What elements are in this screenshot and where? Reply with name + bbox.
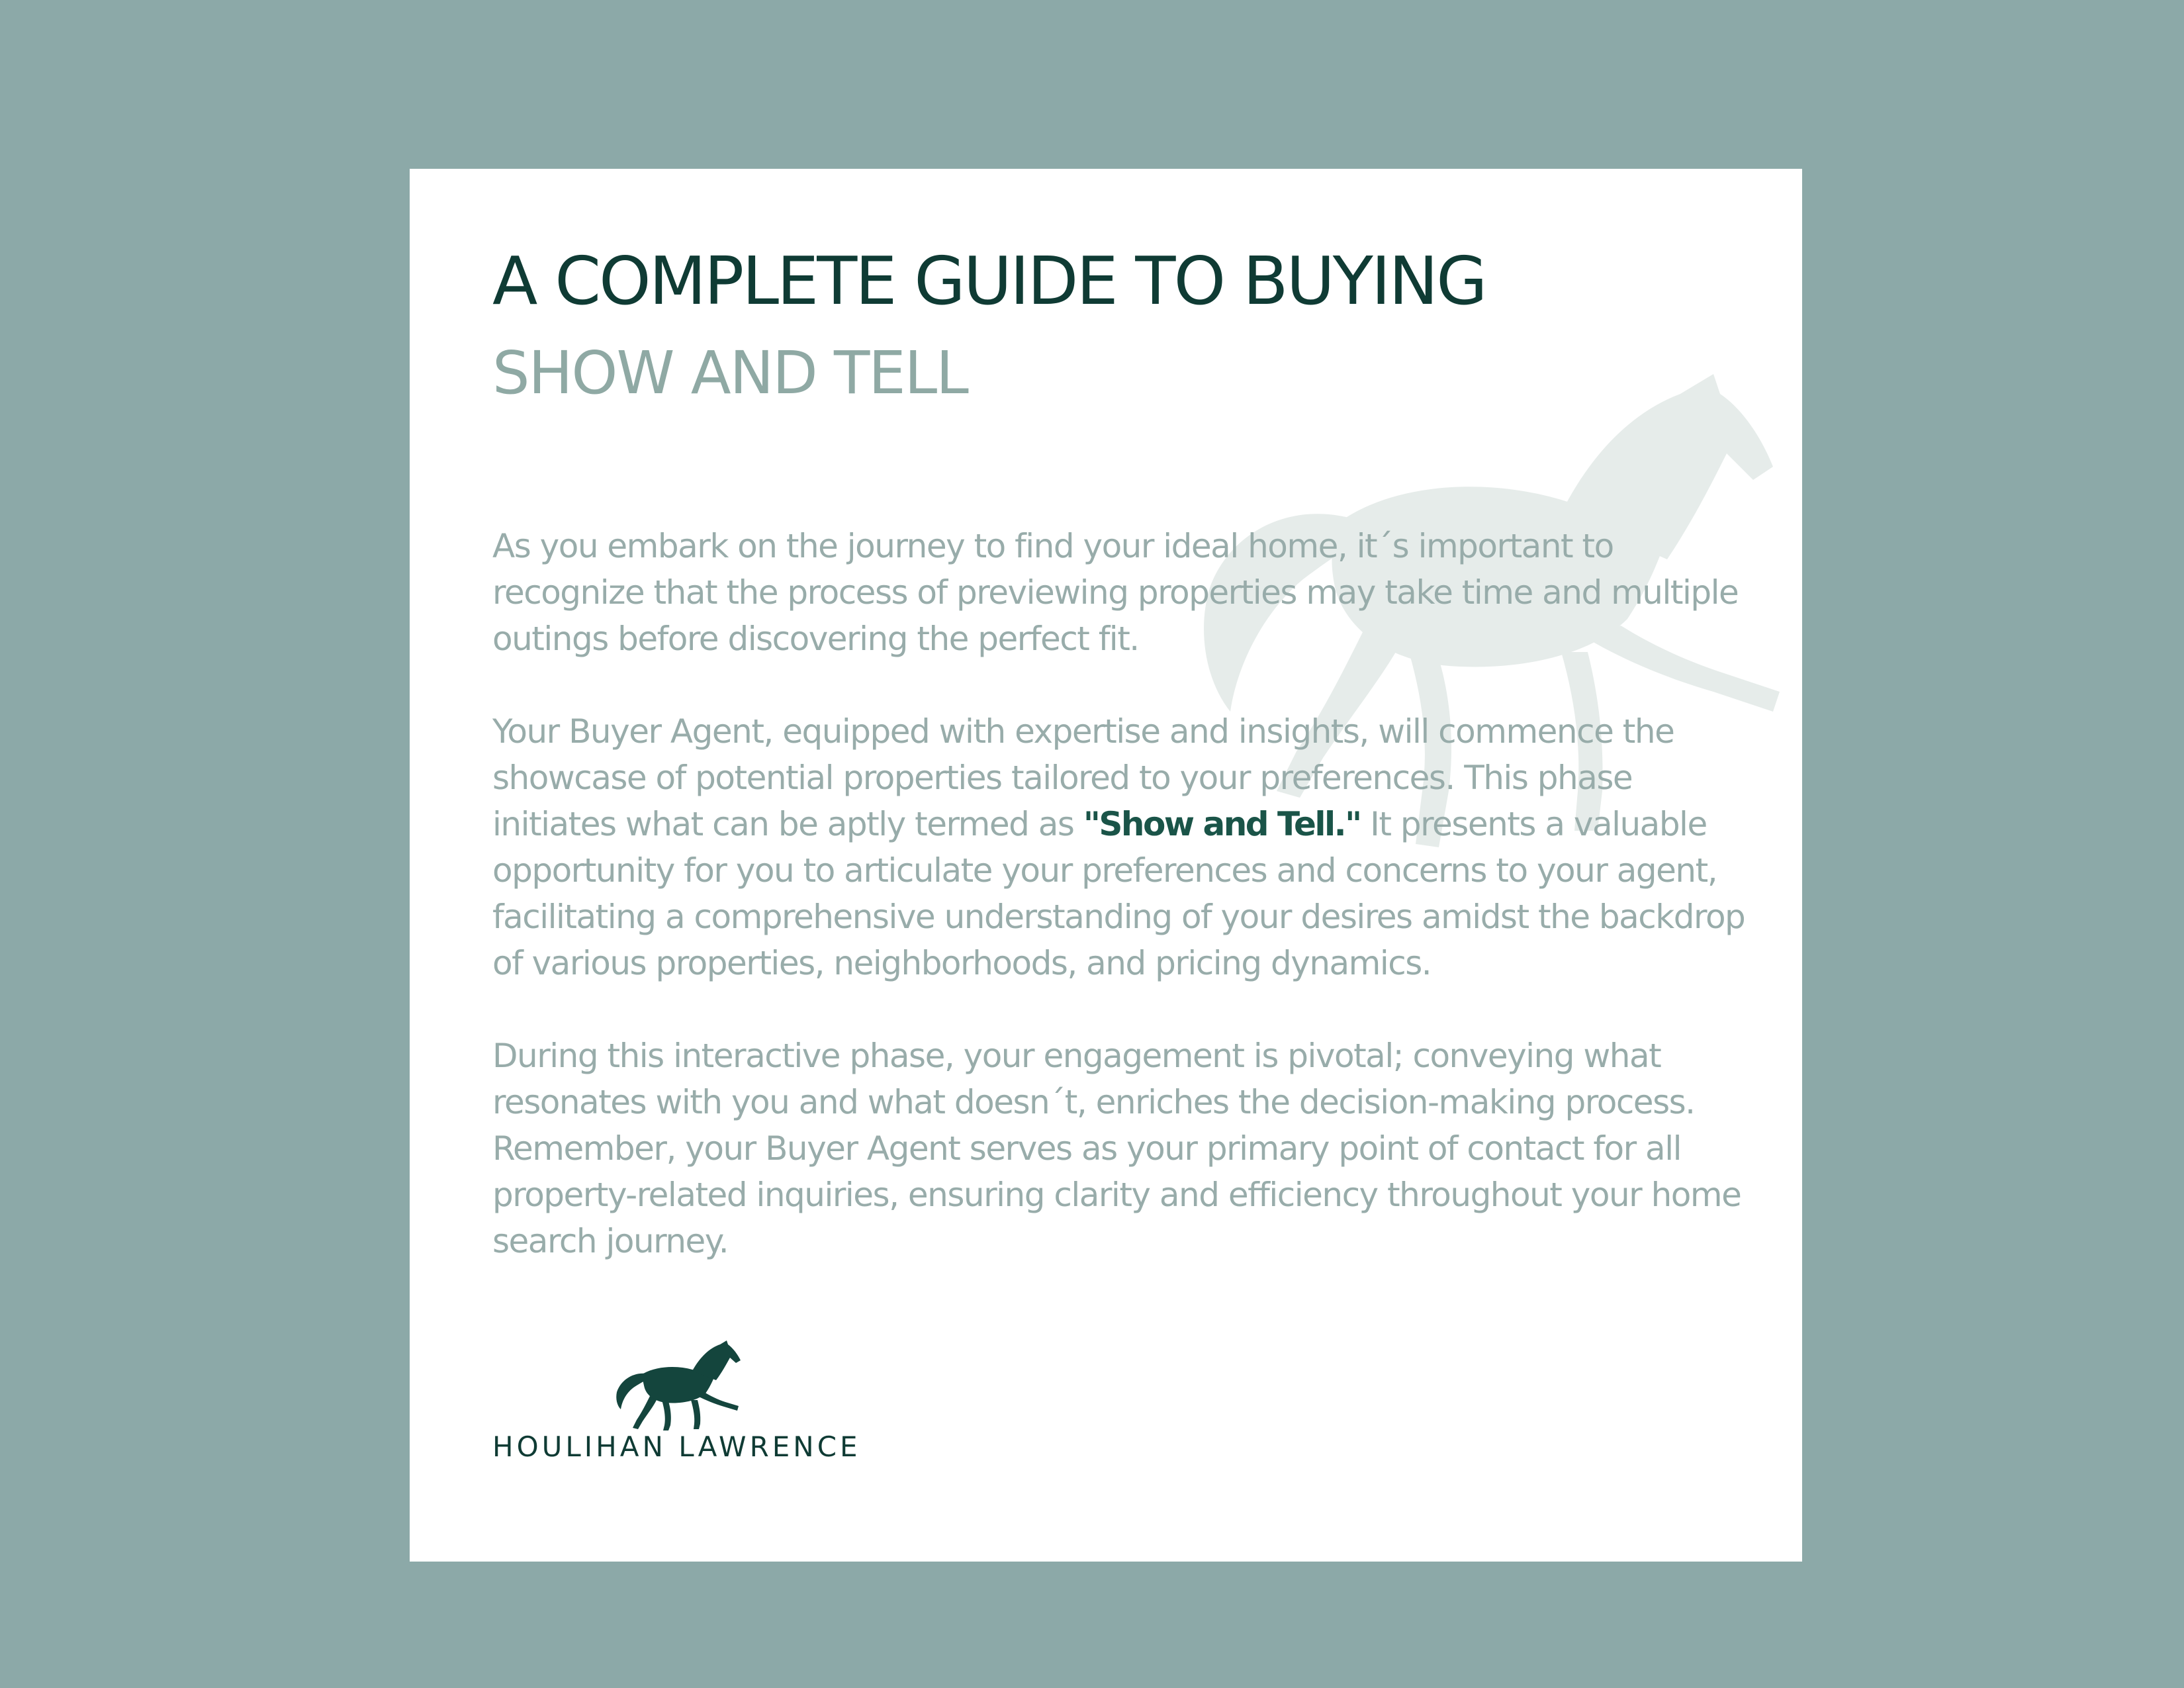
paragraph-show-and-tell: [492, 708, 1750, 986]
page-subtitle: SHOW AND TELL: [492, 338, 968, 407]
horse-icon: [612, 1339, 751, 1432]
page-title: A COMPLETE GUIDE TO BUYING: [492, 242, 1486, 320]
paragraph-text: Your Buyer Agent, equipped with expertise and insights, will commence the showcase of potential properties tailored to your preferences. This phase initiates what can be aptly termed as: [492, 712, 1674, 843]
emphasized-phrase: "Show and Tell.": [1083, 805, 1361, 843]
body-text: [492, 523, 1750, 1311]
guide-page: [410, 169, 1802, 1562]
paragraph-engagement: During this interactive phase, your engagement is pivotal; conveying what resonates with you and what doesn´t, enriches the decision-making process. Remember, your Buyer Agent serves as your primary point of contact for all property-related inquiries, ensuring clarity and efficiency throughout your home search journey.: [492, 1037, 1741, 1260]
paragraph-text: It presents a valuable opportunity for you to articulate your preferences and concerns to your agent, facilitating a comprehensive understanding of your desires amidst the backdrop of various properties, neighborhoods, and pricing dynamics.: [492, 805, 1745, 982]
paragraph-intro: As you embark on the journey to find your ideal home, it´s important to recognize that the process of previewing properties may take time and multiple outings before discovering the perfect fit.: [492, 527, 1739, 658]
brand-logo-text: HOULIHAN LAWRENCE: [492, 1430, 861, 1463]
